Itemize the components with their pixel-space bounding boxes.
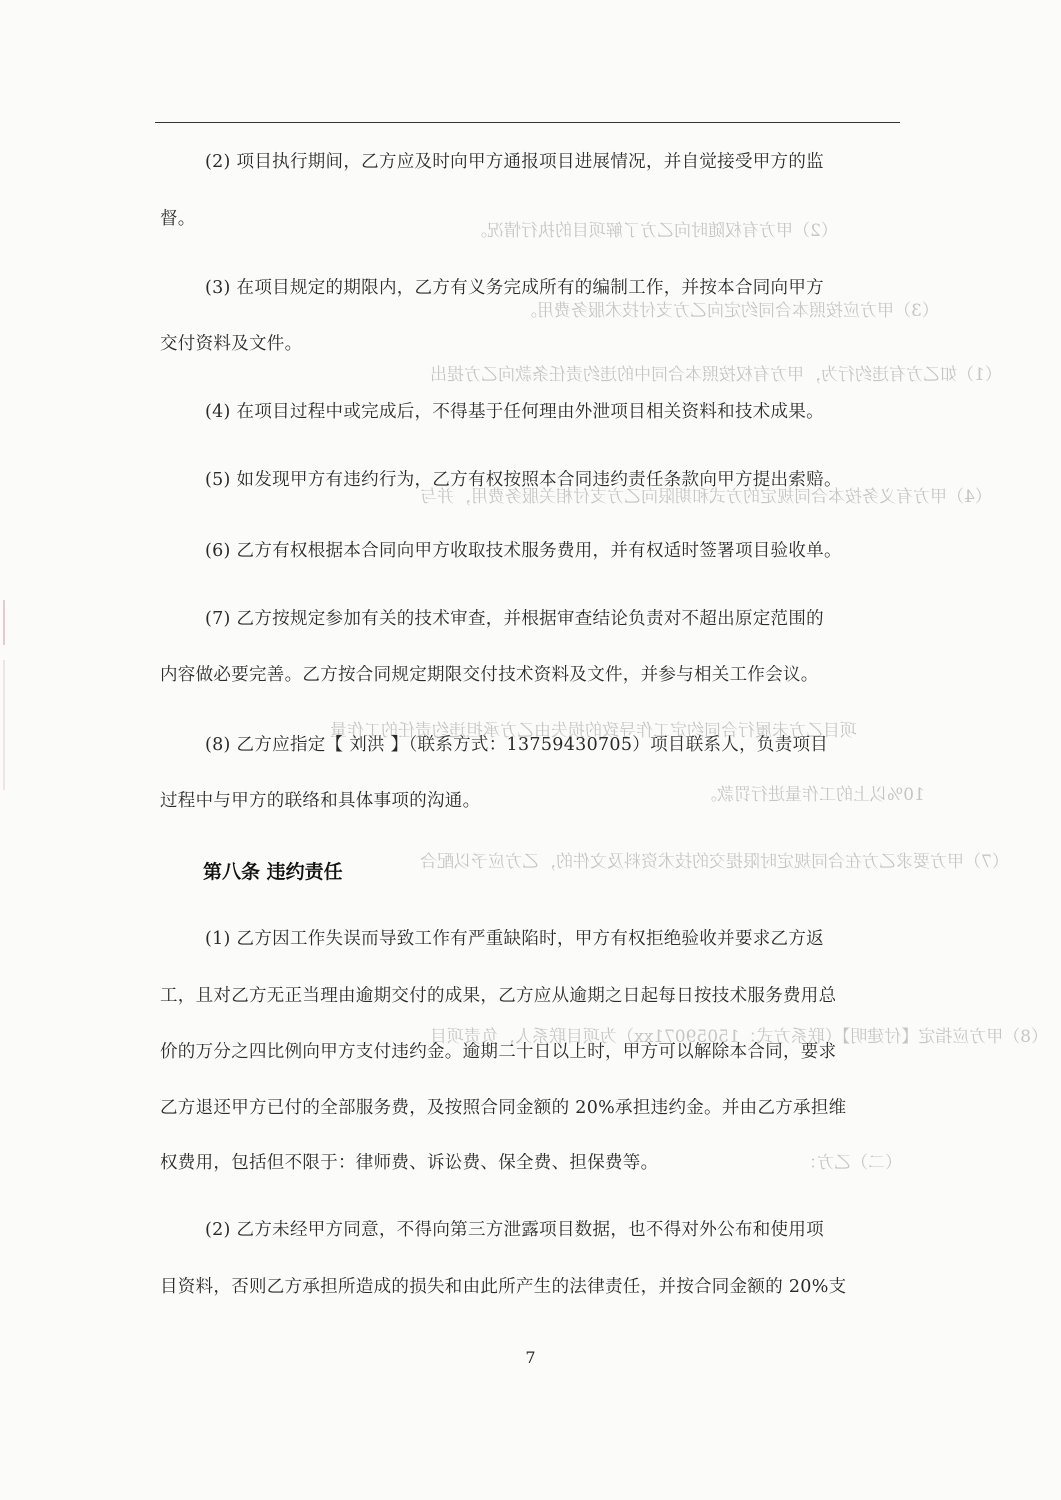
paragraph-line: (5) 如发现甲方有违约行为，乙方有权按照本合同违约责任条款向甲方提出索赔。 xyxy=(205,470,842,490)
bleed-through: 项目乙方未履行合同约定工作导致的损失由乙方承担违约责任的工作量 xyxy=(330,721,857,741)
bleed-through: （4）甲方有义务按本合同规定的方式和期限向乙方支付相关服务费用，并与 xyxy=(420,487,992,507)
paragraph-line: (2) 项目执行期间，乙方应及时向甲方通报项目进展情况，并自觉接受甲方的监 xyxy=(205,152,824,172)
paragraph-line: 权费用，包括但不限于：律师费、诉讼费、保全费、担保费等。 xyxy=(160,1153,659,1173)
page-number: 7 xyxy=(525,1348,536,1367)
paragraph-line: (7) 乙方按规定参加有关的技术审查，并根据审查结论负责对不超出原定范围的 xyxy=(205,609,824,629)
paragraph-line: (3) 在项目规定的期限内，乙方有义务完成所有的编制工作，并按本合同向甲方 xyxy=(205,278,824,298)
paragraph-line: 过程中与甲方的联络和具体事项的沟通。 xyxy=(160,791,481,811)
header-rule xyxy=(155,122,900,123)
page-edge-mark xyxy=(3,600,5,645)
paragraph-line: 交付资料及文件。 xyxy=(160,334,303,354)
bleed-through: （7）甲方要求乙方在合同规定时限提交的技术资料及文件的，乙方应予以配合 xyxy=(420,852,1009,872)
page-edge-mark xyxy=(3,660,5,790)
bleed-through: （1）如乙方有违约行为，甲方有权按照本合同中的违约责任条款向乙方提出 xyxy=(430,365,1002,385)
paragraph-line: 内容做必要完善。乙方按合同规定期限交付技术资料及文件，并参与相关工作会议。 xyxy=(160,665,819,685)
section-heading: 第八条 违约责任 xyxy=(203,861,343,883)
paragraph-line: 乙方退还甲方已付的全部服务费，及按照合同金额的 20%承担违约金。并由乙方承担维 xyxy=(160,1098,847,1118)
paragraph-line: (2) 乙方未经甲方同意，不得向第三方泄露项目数据，也不得对外公布和使用项 xyxy=(205,1220,824,1240)
bleed-through: （二）乙方： xyxy=(800,1153,902,1173)
paragraph-line: (4) 在项目过程中或完成后，不得基于任何理由外泄项目相关资料和技术成果。 xyxy=(205,402,824,422)
paragraph-line: 目资料，否则乙方承担所造成的损失和由此所产生的法律责任，并按合同金额的 20%支 xyxy=(160,1277,847,1297)
paragraph-line: 工，且对乙方无正当理由逾期交付的成果，乙方应从逾期之日起每日按技术服务费用总 xyxy=(160,986,837,1006)
paragraph-line: 价的万分之四比例向甲方支付违约金。逾期二十日以上时，甲方可以解除本合同，要求 xyxy=(160,1042,837,1062)
bleed-through: （8）甲方应指定【付建明】（联系方式：15059071xx）为项目联系人，负责项目 xyxy=(430,1027,1049,1047)
paragraph-line: (1) 乙方因工作失误而导致工作有严重缺陷时，甲方有权拒绝验收并要求乙方返 xyxy=(205,929,824,949)
paragraph-line: (6) 乙方有权根据本合同向甲方收取技术服务费用，并有权适时签署项目验收单。 xyxy=(205,541,842,561)
bleed-through: 10%以上的工作量进行罚款。 xyxy=(700,785,925,805)
bleed-through: （3）甲方应按照本合同约定向乙方支付技术服务费用。 xyxy=(520,301,939,321)
paragraph-line: 督。 xyxy=(160,209,196,229)
paragraph-line: (8) 乙方应指定【 刘洪 】（联系方式：13759430705）项目联系人，负责项目 xyxy=(205,735,829,755)
bleed-through: （2）甲方有权随时向乙方了解项目的执行情况。 xyxy=(470,221,838,241)
